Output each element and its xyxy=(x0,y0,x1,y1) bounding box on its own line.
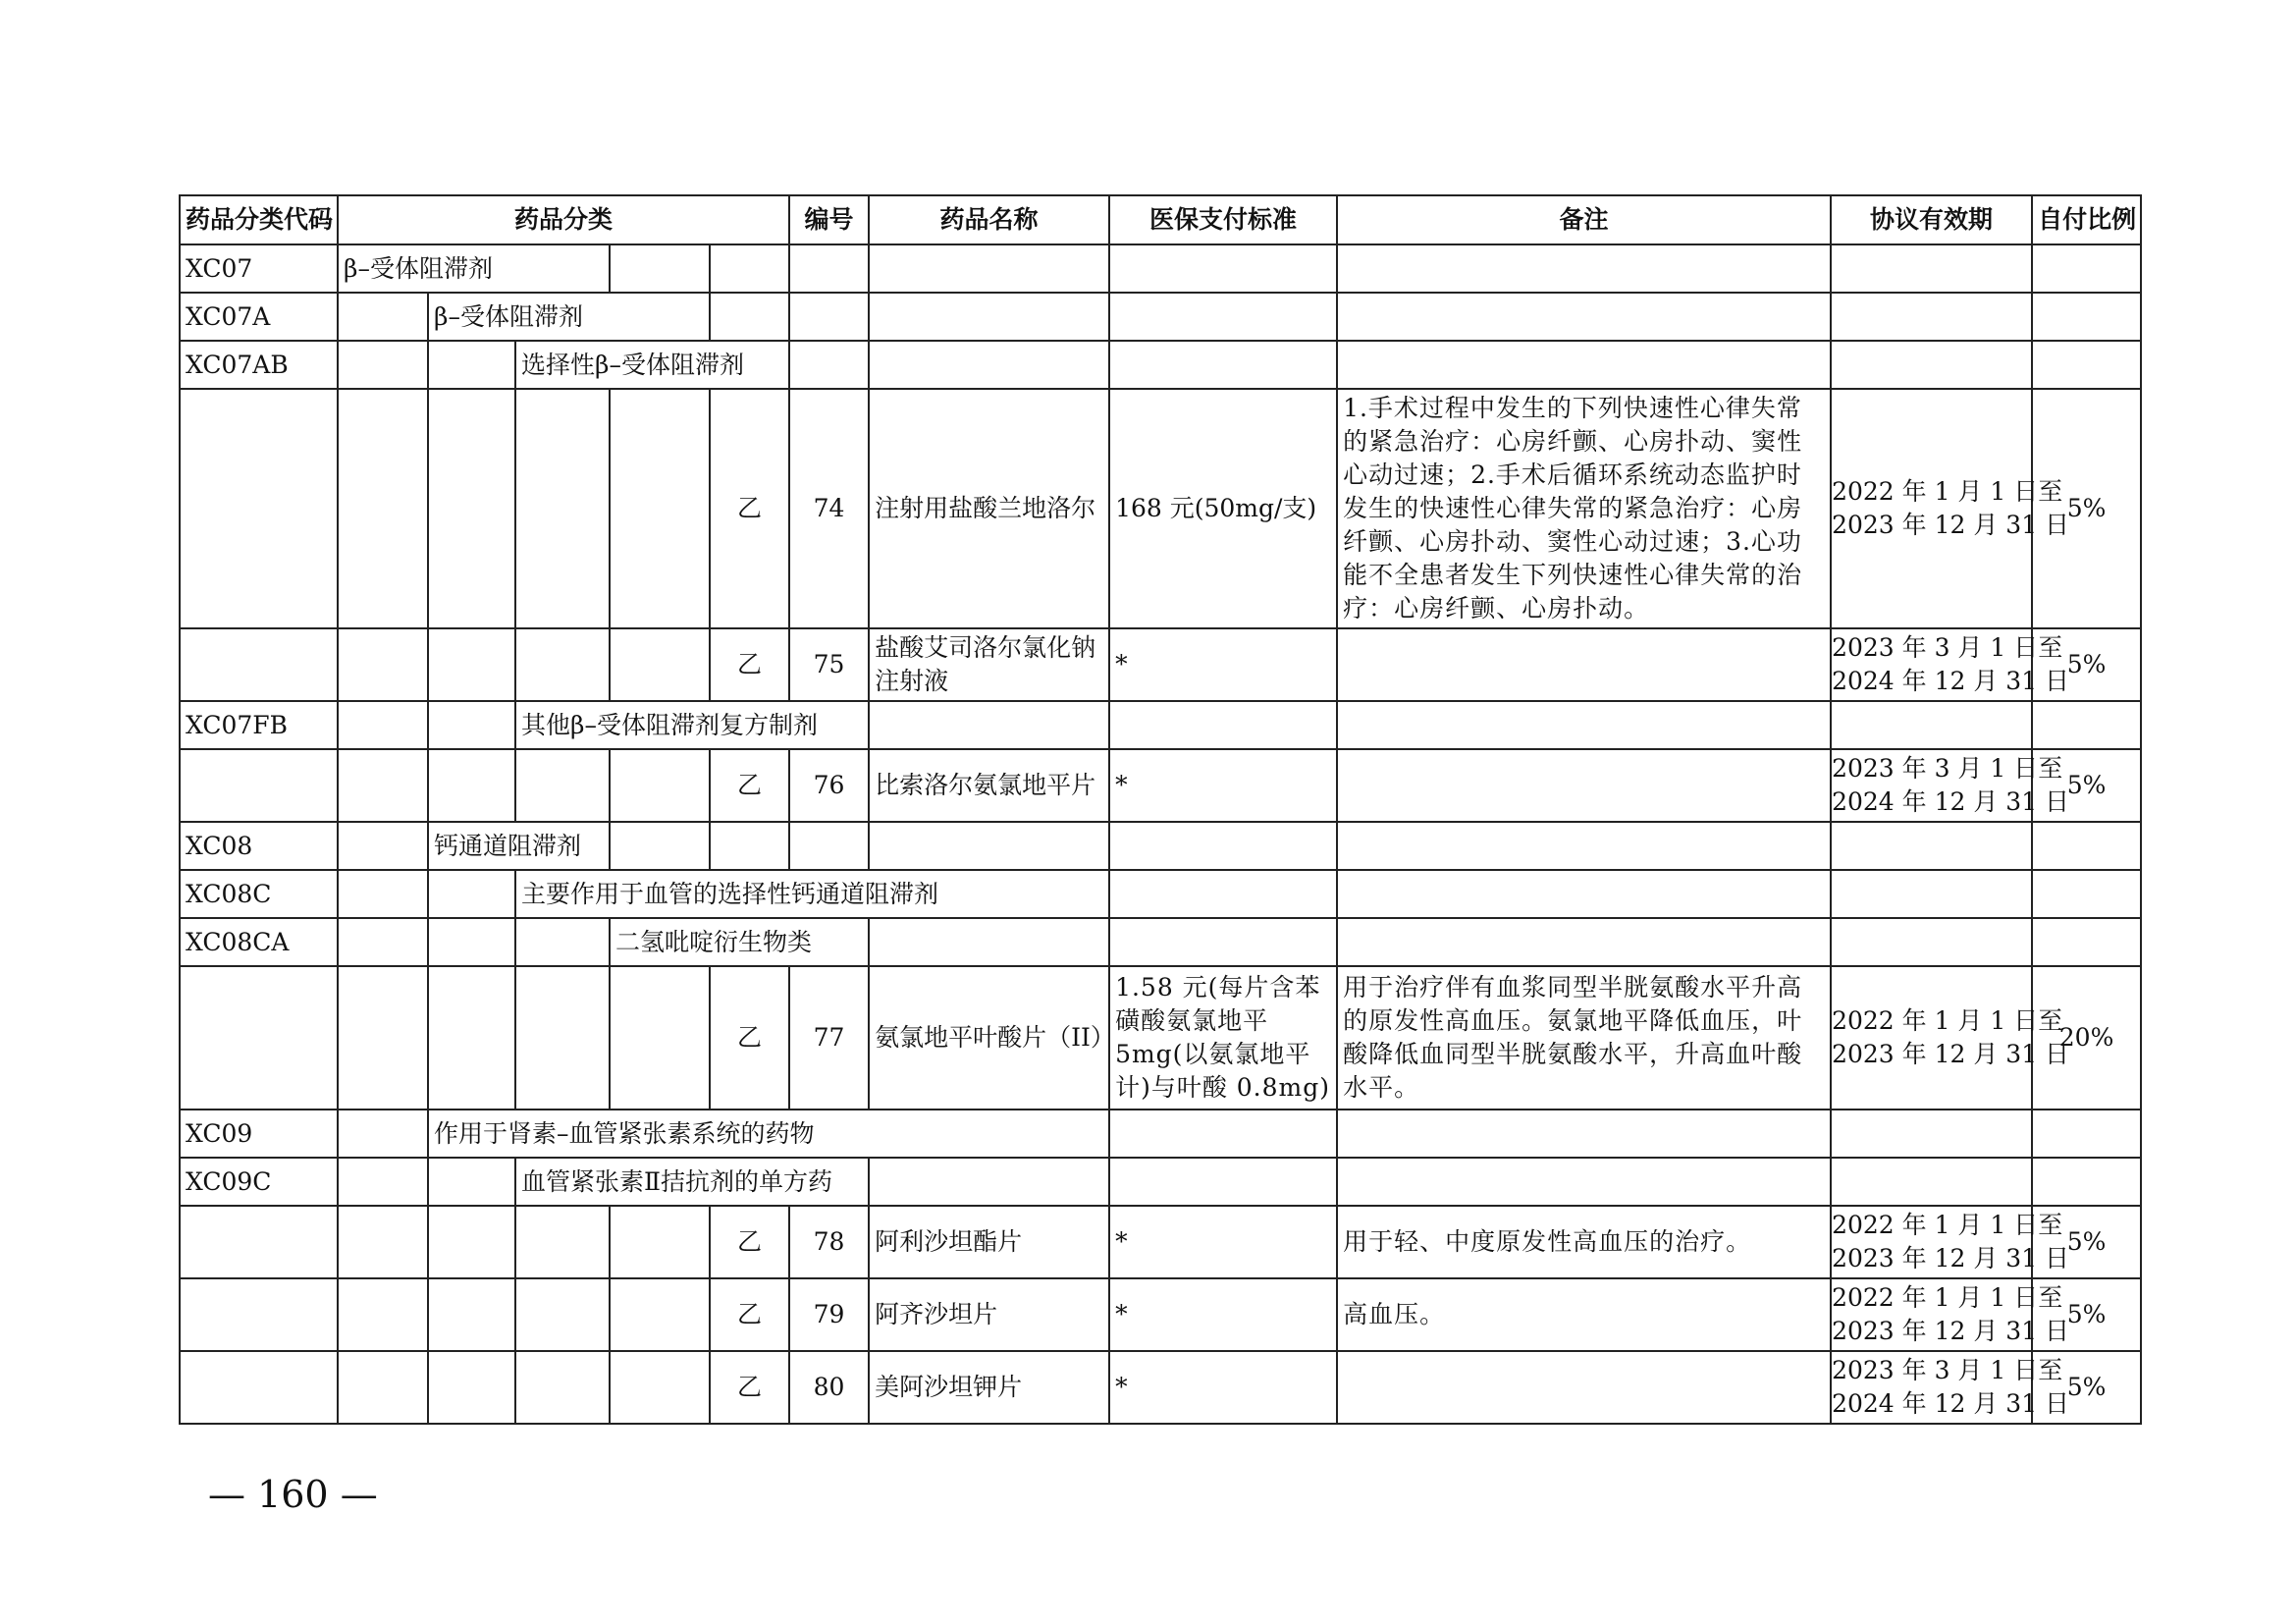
drug-remark xyxy=(1337,1351,1831,1424)
table-row xyxy=(180,628,2141,701)
header-validity: 协议有效期 xyxy=(1831,195,2032,244)
category-name: 其他β–受体阻滞剂复方制剂 xyxy=(515,701,869,749)
payment-standard: 168 元(50mg/支) xyxy=(1109,389,1337,628)
self-pay-ratio: 5% xyxy=(2032,1206,2141,1278)
table-row xyxy=(180,1158,2141,1206)
validity-period xyxy=(1831,1351,2070,1424)
table-row xyxy=(180,1278,2141,1351)
drug-number: 78 xyxy=(789,1206,869,1278)
table-row xyxy=(180,389,2141,628)
category-name: 钙通道阻滞剂 xyxy=(428,822,610,870)
drug-name: 阿齐沙坦片 xyxy=(869,1278,1109,1351)
category-code: XC08CA xyxy=(180,918,338,966)
table-row xyxy=(180,749,2141,822)
header-number: 编号 xyxy=(789,195,869,244)
drug-name: 氨氯地平叶酸片（II） xyxy=(869,966,1109,1110)
category-code: XC07 xyxy=(180,244,338,293)
category-name: 主要作用于血管的选择性钙通道阻滞剂 xyxy=(515,870,1109,918)
header-category: 药品分类 xyxy=(338,195,789,244)
validity-from: 2023 年 3 月 1 日至 xyxy=(1832,1356,2063,1384)
drug-name: 注射用盐酸兰地洛尔 xyxy=(869,389,1109,628)
validity-period xyxy=(1831,749,2070,822)
drug-class: 乙 xyxy=(710,1206,789,1278)
drug-name: 盐酸艾司洛尔氯化钠注射液 xyxy=(869,628,1109,701)
validity-period xyxy=(1831,1278,2070,1351)
validity-from: 2022 年 1 月 1 日至 xyxy=(1832,477,2063,506)
header-payment: 医保支付标准 xyxy=(1109,195,1337,244)
payment-standard: * xyxy=(1109,1351,1337,1424)
validity-to: 2023 年 12 月 31 日 xyxy=(1832,511,2070,539)
category-code: XC08C xyxy=(180,870,338,918)
drug-class: 乙 xyxy=(710,1351,789,1424)
validity-from: 2022 年 1 月 1 日至 xyxy=(1832,1211,2063,1239)
category-code: XC07FB xyxy=(180,701,338,749)
table-row xyxy=(180,701,2141,749)
drug-remark: 用于轻、中度原发性高血压的治疗。 xyxy=(1337,1206,1831,1278)
drug-number: 74 xyxy=(789,389,869,628)
payment-standard: * xyxy=(1109,1278,1337,1351)
table-row xyxy=(180,966,2141,1110)
drug-name: 美阿沙坦钾片 xyxy=(869,1351,1109,1424)
category-name: 作用于肾素–血管紧张素系统的药物 xyxy=(428,1110,1109,1158)
table-row xyxy=(180,1206,2141,1278)
header-code: 药品分类代码 xyxy=(180,195,338,244)
drug-remark: 用于治疗伴有血浆同型半胱氨酸水平升高的原发性高血压。氨氯地平降低血压，叶酸降低血同型半胱氨酸水平，升高血叶酸水平。 xyxy=(1337,966,1831,1110)
self-pay-ratio: 5% xyxy=(2032,1278,2141,1351)
drug-name: 阿利沙坦酯片 xyxy=(869,1206,1109,1278)
table-row xyxy=(180,293,2141,341)
drug-remark: 高血压。 xyxy=(1337,1278,1831,1351)
category-name: β–受体阻滞剂 xyxy=(338,244,610,293)
validity-period xyxy=(1831,1206,2070,1278)
validity-to: 2024 年 12 月 31 日 xyxy=(1832,667,2070,695)
category-code: XC07AB xyxy=(180,341,338,389)
payment-standard: 1.58 元(每片含苯磺酸氨氯地平 5mg(以氨氯地平计)与叶酸 0.8mg) xyxy=(1109,966,1337,1110)
validity-to: 2023 年 12 月 31 日 xyxy=(1832,1040,2070,1068)
self-pay-ratio: 5% xyxy=(2032,628,2141,701)
validity-period xyxy=(1831,966,2070,1110)
table-row xyxy=(180,1110,2141,1158)
table-row xyxy=(180,870,2141,918)
drug-class: 乙 xyxy=(710,389,789,628)
header-remark: 备注 xyxy=(1337,195,1831,244)
drug-number: 79 xyxy=(789,1278,869,1351)
category-code: XC09C xyxy=(180,1158,338,1206)
table-row xyxy=(180,341,2141,389)
validity-to: 2023 年 12 月 31 日 xyxy=(1832,1317,2070,1345)
table-header-row xyxy=(180,195,2141,244)
validity-to: 2024 年 12 月 31 日 xyxy=(1832,1389,2070,1418)
self-pay-ratio: 5% xyxy=(2032,749,2141,822)
drug-remark xyxy=(1337,628,1831,701)
drug-number: 80 xyxy=(789,1351,869,1424)
table-row xyxy=(180,822,2141,870)
drug-remark: 1.手术过程中发生的下列快速性心律失常的紧急治疗：心房纤颤、心房扑动、窦性心动过速；2.手术后循环系统动态监护时发生的快速性心律失常的紧急治疗：心房纤颤、心房扑动、窦性心动过速；3.心功能不全患者发生下列快速性心律失常的治疗：心房纤颤、心房扑动。 xyxy=(1337,389,1831,628)
validity-from: 2023 年 3 月 1 日至 xyxy=(1832,754,2063,783)
header-name: 药品名称 xyxy=(869,195,1109,244)
drug-class: 乙 xyxy=(710,1278,789,1351)
category-code: XC08 xyxy=(180,822,338,870)
validity-to: 2024 年 12 月 31 日 xyxy=(1832,787,2070,816)
validity-period xyxy=(1831,628,2070,701)
drug-class: 乙 xyxy=(710,628,789,701)
self-pay-ratio: 20% xyxy=(2032,966,2141,1110)
payment-standard: * xyxy=(1109,1206,1337,1278)
payment-standard: * xyxy=(1109,749,1337,822)
category-name: 血管紧张素Ⅱ拮抗剂的单方药 xyxy=(515,1158,869,1206)
validity-from: 2023 年 3 月 1 日至 xyxy=(1832,633,2063,662)
table-row xyxy=(180,918,2141,966)
self-pay-ratio: 5% xyxy=(2032,1351,2141,1424)
page-number: — 160 — xyxy=(208,1473,378,1516)
category-code: XC07A xyxy=(180,293,338,341)
drug-number: 77 xyxy=(789,966,869,1110)
drug-class: 乙 xyxy=(710,966,789,1110)
header-self-pay: 自付比例 xyxy=(2032,195,2141,244)
validity-from: 2022 年 1 月 1 日至 xyxy=(1832,1006,2063,1035)
self-pay-ratio: 5% xyxy=(2032,389,2141,628)
payment-standard: * xyxy=(1109,628,1337,701)
table-row xyxy=(180,244,2141,293)
table-row xyxy=(180,1351,2141,1424)
category-code: XC09 xyxy=(180,1110,338,1158)
drug-table xyxy=(179,194,2142,1425)
drug-name: 比索洛尔氨氯地平片 xyxy=(869,749,1109,822)
drug-class: 乙 xyxy=(710,749,789,822)
drug-number: 76 xyxy=(789,749,869,822)
category-name: β–受体阻滞剂 xyxy=(428,293,710,341)
drug-number: 75 xyxy=(789,628,869,701)
category-name: 二氢吡啶衍生物类 xyxy=(610,918,869,966)
drug-remark xyxy=(1337,749,1831,822)
category-name: 选择性β–受体阻滞剂 xyxy=(515,341,789,389)
validity-from: 2022 年 1 月 1 日至 xyxy=(1832,1283,2063,1312)
validity-to: 2023 年 12 月 31 日 xyxy=(1832,1244,2070,1272)
validity-period xyxy=(1831,389,2070,628)
